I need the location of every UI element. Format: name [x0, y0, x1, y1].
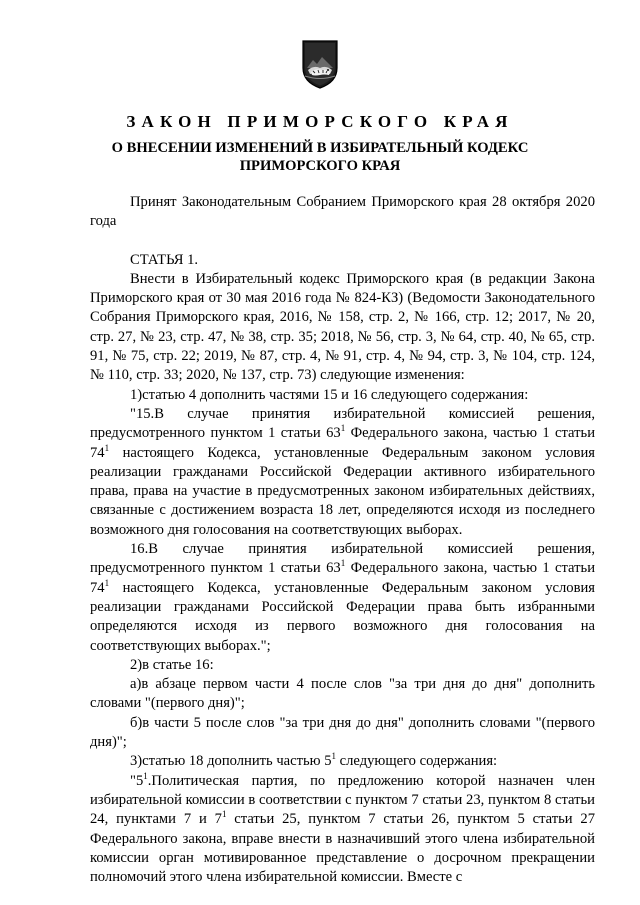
law-body	[90, 193, 595, 887]
law-subtitle-line2: ПРИМОРСКОГО КРАЯ	[239, 158, 401, 174]
item-2b: б)в части 5 после слов "за три дня до дня" дополнить словами "(первого дня)";	[90, 714, 595, 751]
law-subtitle	[60, 139, 580, 175]
item-1: 1)статью 4 дополнить частями 15 и 16 следующего содержания:	[130, 386, 529, 403]
adoption-note: Принят Законодательным Собранием Приморского края 28 октября 2020 года	[90, 194, 595, 230]
item-2a: а)в абзаце первом части 4 после слов "за три дня до дня" дополнить словами "(первого дня)";	[90, 676, 595, 712]
law-subtitle-line1: О ВНЕСЕНИИ ИЗМЕНЕНИЙ В ИЗБИРАТЕЛЬНЫЙ КОДЕКС	[111, 140, 529, 156]
item-2: 2)в статье 16:	[130, 656, 214, 673]
item-3: 3)статью 18 дополнить частью $5^1$ следующего содержания:	[130, 751, 498, 770]
part-16-text: 16.В случае принятия избирательной комиссией решения, предусмотренного пунктом 1 статьи $63^1$ Федерального закона, частью 1 статьи $74^1$ настоящего Кодекса, установленные Федеральным законом условия реализации гражданами Российской Федерации права быть избранными определяются исходя из первого возможного дня голосования на соответствующих выборах.";	[90, 541, 595, 654]
article-1-intro: Внести в Избирательный кодекс Приморского края (в редакции Закона Приморского края от 30 мая 2016 года № 824-КЗ) (Ведомости Законодательного Собрания Приморского края, 2016, № 158, стр. 2, № 166, стр. 12; 2017, № 20, стр. 27, № 23, стр. 47, № 38, стр. 35; 2018, № 56, стр. 3, № 64, стр. 40, № 65, стр. 91, № 75, стр. 22; 2019, № 87, стр. 4, № 91, стр. 4, № 94, стр. 3, № 104, стр. 124, № 110, стр. 33; 2020, № 137, стр. 73) следующие изменения:	[90, 270, 595, 384]
part-15-text: "15.В случае принятия избирательной комиссией решения, предусмотренного пунктом 1 статьи $63^1$ Федерального закона, частью 1 статьи $74^1$ настоящего Кодекса, установленные Федеральным законом условия реализации гражданами Российской Федерации активного избирательного права, права на участие в предусмотренных законом избирательных действиях, связанные с достижением возраста 18 лет, определяются исходя из последнего возможного дня голосования на соответствующих выборах.	[90, 405, 595, 538]
article-1-heading: СТАТЬЯ 1.	[130, 251, 199, 268]
primorsky-krai-coat-of-arms-icon	[300, 38, 340, 90]
law-title: ЗАКОН ПРИМОРСКОГО КРАЯ	[126, 112, 514, 131]
part-5-1-text: "$5^1.Политическая$ партия, по предложению которой назначен член избирательной комиссии в соответствии с пунктом 7 статьи 23, пунктом 8 статьи 24, пунктами 7 и $7^1$ статьи 25, пунктом 7 статьи 26, пунктом 5 статьи 27 Федерального закона, вправе внести в назначивший этого члена избирательной комиссии орган мотивированное представление о досрочном прекращении полномочий этого члена избирательной комиссии. Вместе с	[90, 770, 596, 886]
